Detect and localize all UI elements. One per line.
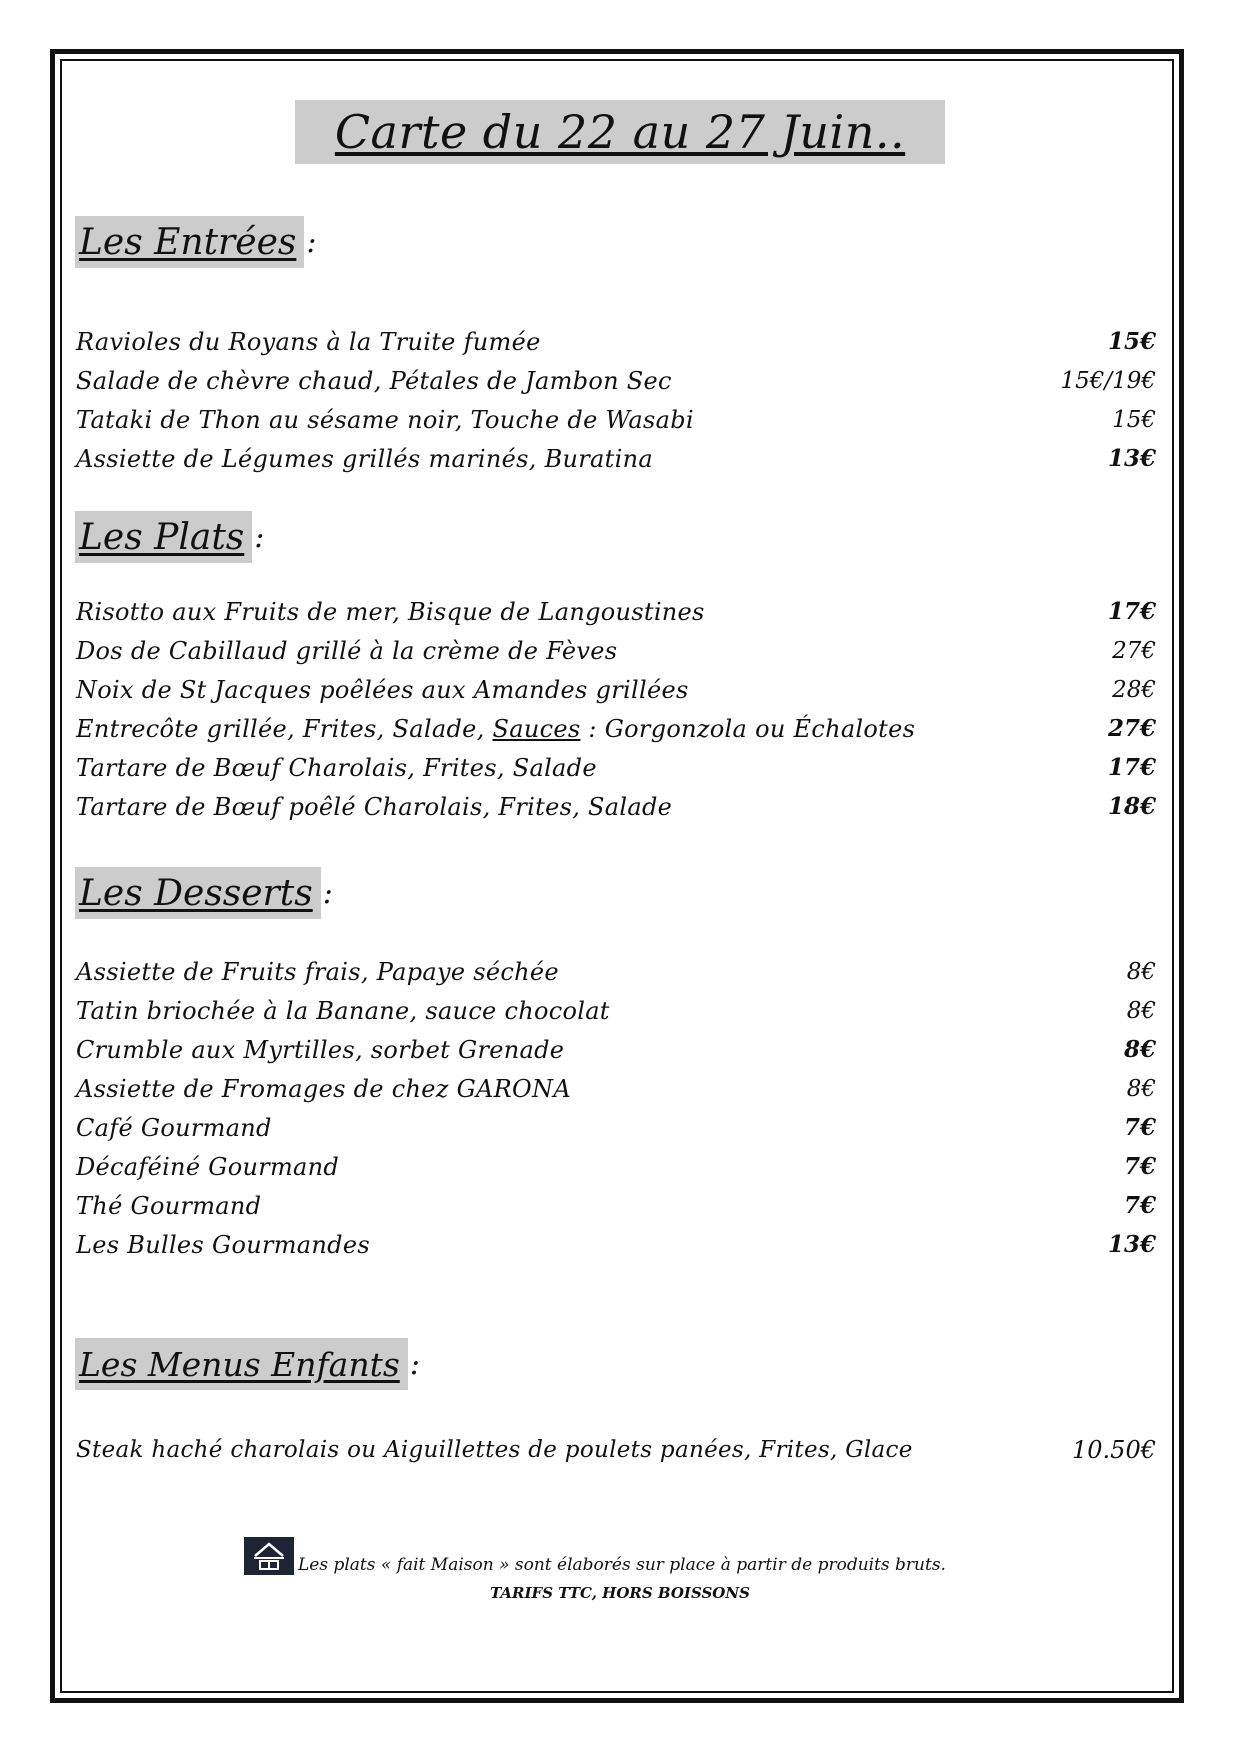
menu-item-name: Assiette de Fromages de chez GARONA bbox=[76, 1075, 571, 1103]
menu-item bbox=[76, 324, 1156, 360]
menu-item-name bbox=[76, 711, 915, 747]
menu-item-name: Café Gourmand bbox=[76, 1114, 272, 1142]
menu-item-price: 8€ bbox=[1126, 998, 1156, 1024]
menu-item-price: 15€ bbox=[1107, 328, 1156, 355]
fait-maison-note bbox=[244, 1537, 946, 1575]
section-heading-label: Les Menus Enfants bbox=[75, 1338, 408, 1390]
section-heading-colon: : bbox=[254, 519, 265, 555]
menu-item-price: 13€ bbox=[1107, 1231, 1156, 1258]
menu-item bbox=[76, 1432, 1156, 1468]
menu-item bbox=[76, 1227, 1156, 1263]
menu-item-name: Tataki de Thon au sésame noir, Touche de Wasabi bbox=[76, 406, 694, 434]
section-heading-entrees bbox=[75, 216, 316, 268]
menu-item-name: Steak haché charolais ou Aiguillettes de poulets panées, Frites, Glace bbox=[76, 1437, 913, 1463]
menu-item-price: 27€ bbox=[1107, 715, 1156, 742]
menu-item bbox=[76, 1032, 1156, 1068]
menu-item bbox=[76, 1071, 1156, 1107]
section-heading-menus-enfants bbox=[75, 1338, 420, 1390]
section-heading-label: Les Plats bbox=[75, 511, 252, 563]
menu-item-price: 28€ bbox=[1112, 677, 1156, 703]
menu-item bbox=[76, 594, 1156, 630]
menu-item bbox=[76, 954, 1156, 990]
menu-item-price: 8€ bbox=[1126, 1076, 1156, 1102]
section-heading-desserts bbox=[75, 867, 333, 919]
menu-item-price: 17€ bbox=[1107, 754, 1156, 781]
menu-item-price: 18€ bbox=[1107, 793, 1156, 820]
section-heading-colon: : bbox=[306, 224, 317, 260]
menu-item-price: 15€/19€ bbox=[1060, 368, 1156, 394]
section-heading-label: Les Entrées bbox=[75, 216, 304, 268]
menu-item bbox=[76, 750, 1156, 786]
menu-item-price: 7€ bbox=[1123, 1192, 1156, 1219]
menu-item bbox=[76, 1149, 1156, 1185]
fait-maison-text: Les plats « fait Maison » sont élaborés sur place à partir de produits bruts. bbox=[298, 1555, 946, 1575]
menu-item bbox=[76, 993, 1156, 1029]
menu-item-name: Les Bulles Gourmandes bbox=[76, 1231, 370, 1259]
tarifs-notice: TARIFS TTC, HORS BOISSONS bbox=[490, 1584, 750, 1602]
menu-item-price: 13€ bbox=[1107, 445, 1156, 472]
house-icon bbox=[244, 1537, 294, 1575]
section-heading-colon: : bbox=[322, 875, 333, 911]
section-heading-plats bbox=[75, 511, 264, 563]
menu-item-name-part: Entrecôte grillée, Frites, Salade, bbox=[76, 715, 493, 743]
menu-item-name: Tartare de Bœuf Charolais, Frites, Salade bbox=[76, 754, 597, 782]
section-heading-colon: : bbox=[409, 1346, 420, 1382]
menu-item-price: 17€ bbox=[1107, 598, 1156, 625]
menu-item-name-part: : Gorgonzola ou Échalotes bbox=[580, 715, 916, 743]
menu-item-price: 7€ bbox=[1123, 1153, 1156, 1180]
menu-item-name: Salade de chèvre chaud, Pétales de Jambon Sec bbox=[76, 367, 672, 395]
menu-item bbox=[76, 1110, 1156, 1146]
menu-item-name: Risotto aux Fruits de mer, Bisque de Langoustines bbox=[76, 598, 705, 626]
menu-item bbox=[76, 789, 1156, 825]
menu-item-name: Assiette de Fruits frais, Papaye séchée bbox=[76, 958, 559, 986]
menu-item-name: Tatin briochée à la Banane, sauce chocolat bbox=[76, 997, 610, 1025]
menu-item-name: Ravioles du Royans à la Truite fumée bbox=[76, 328, 541, 356]
menu-item-price: 8€ bbox=[1126, 959, 1156, 985]
menu-item-name: Assiette de Légumes grillés marinés, Buratina bbox=[76, 445, 653, 473]
menu-item-price: 10.50€ bbox=[1072, 1436, 1156, 1464]
menu-item-name: Crumble aux Myrtilles, sorbet Grenade bbox=[76, 1036, 565, 1064]
menu-item-price: 7€ bbox=[1123, 1114, 1156, 1141]
section-heading-label: Les Desserts bbox=[75, 867, 321, 919]
menu-item-name: Décaféiné Gourmand bbox=[76, 1153, 340, 1181]
menu-item bbox=[76, 633, 1156, 669]
menu-item-name: Tartare de Bœuf poêlé Charolais, Frites, Salade bbox=[76, 793, 673, 821]
menu-item bbox=[76, 363, 1156, 399]
menu-item-name: Thé Gourmand bbox=[76, 1192, 262, 1220]
menu-title: Carte du 22 au 27 Juin.. bbox=[295, 100, 945, 164]
menu-item-name: Dos de Cabillaud grillé à la crème de Fèves bbox=[76, 637, 618, 665]
menu-item bbox=[76, 441, 1156, 477]
menu-item-price: 8€ bbox=[1123, 1036, 1156, 1063]
menu-item-price: 15€ bbox=[1112, 407, 1156, 433]
menu-item bbox=[76, 402, 1156, 438]
menu-item-name: Noix de St Jacques poêlées aux Amandes grillées bbox=[76, 676, 689, 704]
menu-item bbox=[76, 1188, 1156, 1224]
sauces-label: Sauces bbox=[492, 715, 581, 743]
menu-item-price: 27€ bbox=[1112, 638, 1156, 664]
menu-item bbox=[76, 711, 1156, 747]
menu-item bbox=[76, 672, 1156, 708]
